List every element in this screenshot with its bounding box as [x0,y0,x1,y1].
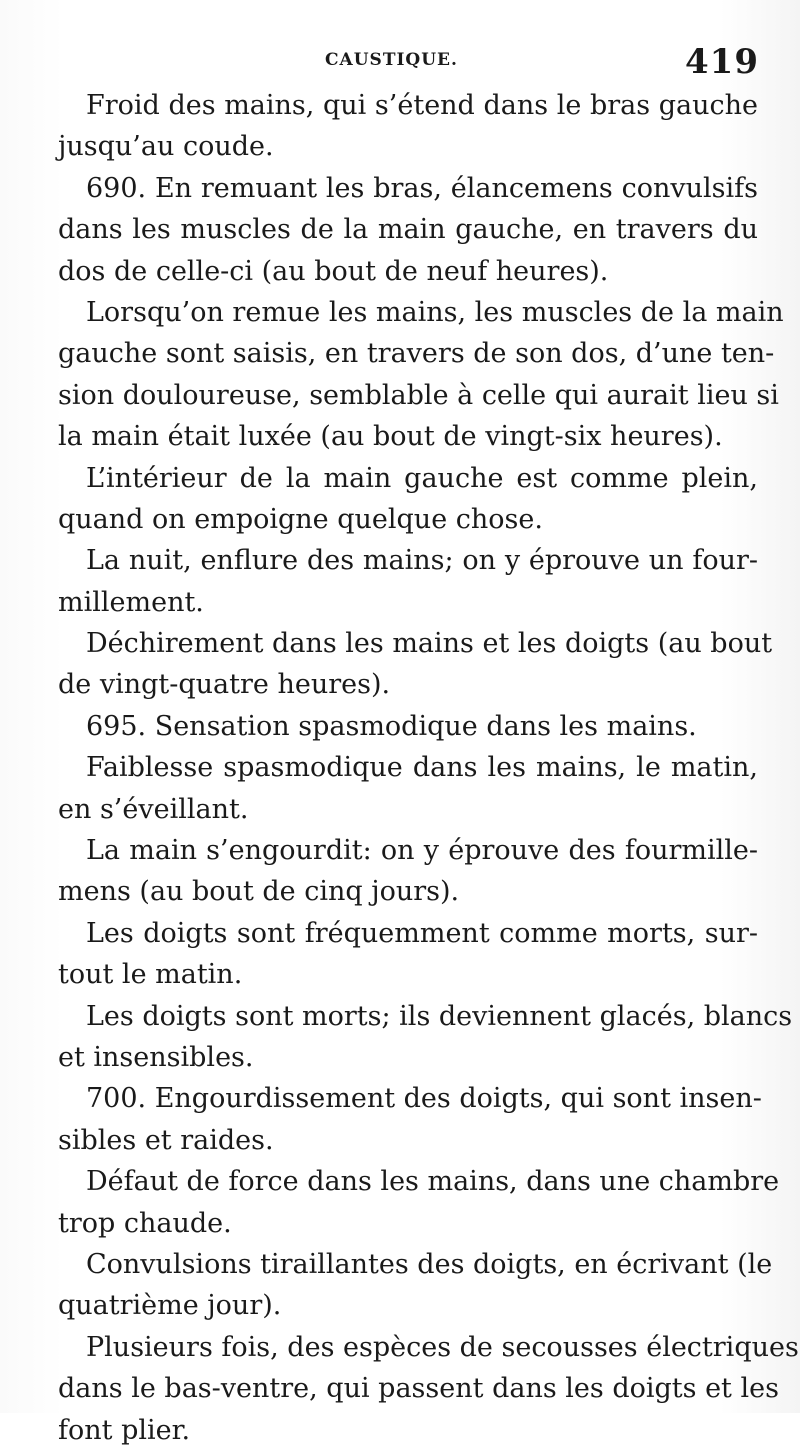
text-line: mens (au bout de cinq jours). [58,876,460,908]
text-line: tout le matin. [58,959,243,991]
page-number: 419 [685,42,759,82]
text-line: L’intérieur de la main gauche est comme plein, [86,462,758,494]
text-line: millement. [58,586,204,618]
text-line: Déchirement dans les mains et les doigts (au bout [86,628,773,660]
text-line: Plusieurs fois, des espèces de secousses électriques [86,1331,799,1363]
text-line: dans le bas-ventre, qui passent dans les doigts et les [58,1373,779,1405]
text-line: dans les muscles de la main gauche, en travers du [58,214,758,246]
text-line: 695. Sensation spasmodique dans les mains. [86,710,697,742]
text-line: Les doigts sont morts; ils deviennent glacés, blancs [86,1000,793,1032]
text-line: 700. Engourdissement des doigts, qui sont insen- [86,1083,762,1115]
page-header [0,44,800,84]
text-line: La nuit, enflure des mains; on y éprouve un four- [86,545,758,577]
text-line: dos de celle-ci (au bout de neuf heures). [58,255,609,287]
text-line: jusqu’au coude. [58,131,274,163]
text-line: Convulsions tiraillantes des doigts, en écrivant (le [86,1248,773,1280]
text-line: La main s’engourdit: on y éprouve des fourmille- [86,835,758,867]
text-line: Défaut de force dans les mains, dans une chambre [86,1166,780,1198]
text-line: Faiblesse spasmodique dans les mains, le matin, [86,752,758,784]
text-line: sibles et raides. [58,1124,274,1156]
text-line: gauche sont saisis, en travers de son dos, d’une ten- [58,338,775,370]
body-text [58,85,799,1451]
text-line: la main était luxée (au bout de vingt-six heures). [58,421,723,453]
text-line: et insensibles. [58,1041,254,1073]
text-line: de vingt-quatre heures). [58,669,391,701]
text-line: font plier. [58,1414,191,1446]
text-line: Froid des mains, qui s’étend dans le bras gauche [86,90,758,121]
text-line: sion douloureuse, semblable à celle qui aurait lieu si [58,379,779,411]
text-line: trop chaude. [58,1207,232,1239]
text-line: Les doigts sont fréquemment comme morts, sur- [86,917,758,949]
running-head: CAUSTIQUE. [325,50,458,70]
text-line: quatrième jour). [58,1290,282,1322]
text-line: 690. En remuant les bras, élancemens convulsifs [86,172,758,204]
text-line: en s’éveillant. [58,793,249,825]
text-line: Lorsqu’on remue les mains, les muscles de la main [86,296,784,328]
text-line: quand on empoigne quelque chose. [58,503,543,535]
